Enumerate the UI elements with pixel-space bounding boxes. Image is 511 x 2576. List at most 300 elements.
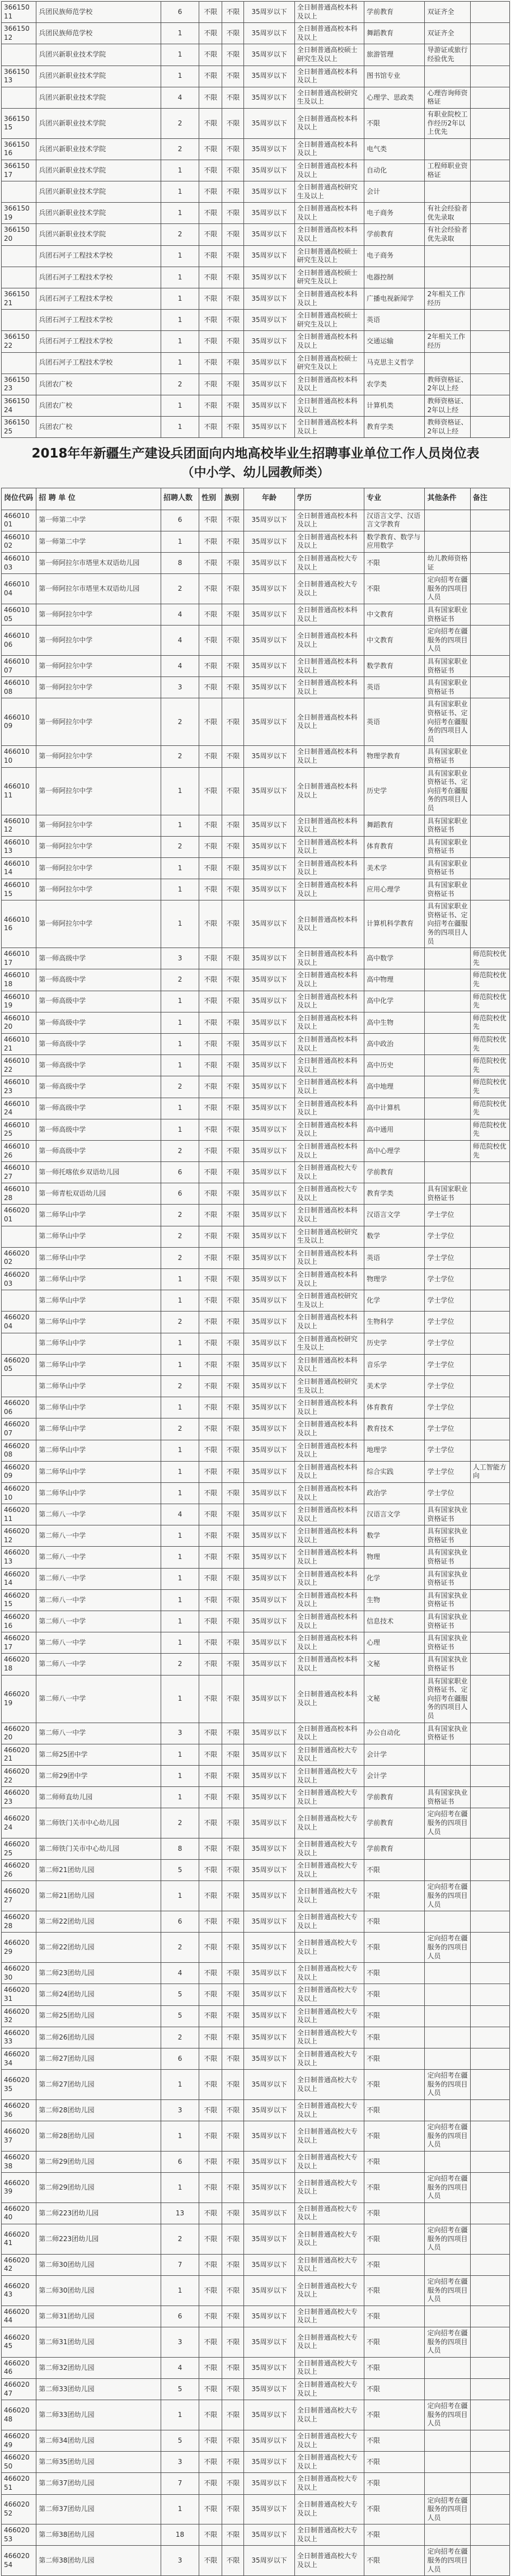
cell-other [425,2005,470,2027]
cell-count: 2 [161,836,199,857]
cell-ethnic: 不限 [222,767,244,815]
cell-code: 46602012 [2,1525,36,1547]
cell-unit: 第一师高级中学 [36,1119,161,1140]
cell-other: 具有国家职业资格证书 [425,879,470,900]
cell-count: 1 [161,66,199,87]
cell-degree: 全日制普通高校本科及以上 [294,224,364,245]
table-row [2,1808,510,1838]
cell-note [470,374,509,395]
cell-code: 36615013 [2,66,36,87]
cell-age: 35周岁以下 [244,656,294,677]
cell-unit: 兵团兴新职业技术学院 [36,44,161,66]
cell-gender: 不限 [199,2494,222,2524]
cell-other: 具有国家职业资格证书、定向招考在疆服务的四项目人员 [425,1675,470,1723]
cell-other [425,1838,470,1860]
cell-major: 数学 [364,1525,425,1547]
cell-gender: 不限 [199,108,222,138]
cell-note [470,2224,509,2255]
cell-gender: 不限 [199,815,222,836]
cell-other: 学士学位 [425,1440,470,1461]
cell-age: 35周岁以下 [244,1418,294,1440]
cell-ethnic: 不限 [222,1482,244,1504]
cell-other: 教师资格证、2年以上经 [425,395,470,416]
cell-note: 师范院校优先 [470,991,509,1012]
cell-other: 有职业院校工作经历2年以上优先 [425,108,470,138]
cell-code: 46601024 [2,1098,36,1119]
cell-gender: 不限 [199,2070,222,2100]
cell-note [470,331,509,352]
cell-code: 46602052 [2,2494,36,2524]
cell-gender: 不限 [199,1632,222,1654]
cell-unit: 第二师八一中学 [36,1504,161,1525]
table-row [2,746,510,767]
cell-major: 不限 [364,1933,425,1963]
cell-major: 高中心理学 [364,1140,425,1161]
cell-unit: 第二师22团幼儿园 [36,1911,161,1933]
cell-other: 定向招考在疆服务的四项目人员 [425,2494,470,2524]
cell-note: 师范院校优先 [470,1098,509,1119]
cell-ethnic: 不限 [222,2357,244,2378]
cell-major: 不限 [364,2173,425,2203]
cell-unit: 第二师32团幼儿园 [36,2357,161,2378]
cell-gender: 不限 [199,510,222,531]
header-major: 专业 [364,488,425,510]
cell-note [470,1525,509,1547]
cell-code: 46601025 [2,1119,36,1140]
job-table-continued [1,1,510,438]
cell-ethnic: 不限 [222,969,244,991]
cell-degree: 全日制普通高校大专及以上 [294,2151,364,2172]
cell-other: 定向招考在疆服务的四项目人员 [425,1808,470,1838]
cell-age: 35周岁以下 [244,87,294,108]
table-row [2,656,510,677]
cell-count: 1 [161,203,199,224]
cell-code: 46602017 [2,1632,36,1654]
table-row [2,604,510,626]
cell-gender: 不限 [199,1012,222,1033]
cell-major: 会计学 [364,1765,425,1786]
cell-other [425,1098,470,1119]
cell-count: 6 [161,1162,199,1183]
cell-count: 6 [161,1183,199,1205]
cell-code: 46602051 [2,2473,36,2494]
table-row [2,2306,510,2327]
cell-other [425,138,470,160]
cell-count: 1 [161,1482,199,1504]
cell-note: 师范院校优先 [470,948,509,969]
cell-code: 36615017 [2,160,36,181]
cell-ethnic: 不限 [222,2027,244,2048]
cell-gender: 不限 [199,1808,222,1838]
cell-other: 学士学位 [425,1333,470,1354]
cell-other: 具有国家职业资格证书 [425,677,470,698]
cell-gender: 不限 [199,1723,222,1744]
cell-degree: 全日制普通高校本科及以上 [294,1354,364,1375]
cell-ethnic: 不限 [222,1461,244,1482]
cell-count: 1 [161,857,199,879]
cell-note [470,1838,509,1860]
cell-unit: 第一师托喀依乡双语幼儿园 [36,1162,161,1183]
table-row [2,1568,510,1589]
cell-note [470,857,509,879]
cell-gender: 不限 [199,1375,222,1397]
cell-age: 35周岁以下 [244,1098,294,1119]
cell-gender: 不限 [199,531,222,552]
table-row [2,2048,510,2069]
cell-ethnic: 不限 [222,2452,244,2473]
cell-ethnic: 不限 [222,1183,244,1205]
cell-unit: 第一师第二中学 [36,531,161,552]
cell-major: 心理学、思政类 [364,87,425,108]
cell-degree: 全日制普通高校本科及以上 [294,1654,364,1675]
table-row [2,2173,510,2203]
cell-count: 1 [161,767,199,815]
cell-note [470,2327,509,2358]
cell-code: 46601011 [2,767,36,815]
cell-unit: 第二师铁门关市中心幼儿园 [36,1808,161,1838]
cell-major: 不限 [364,2473,425,2494]
cell-other: 工程师职业资格证 [425,160,470,181]
cell-count: 2 [161,746,199,767]
cell-gender: 不限 [199,2276,222,2306]
cell-ethnic: 不限 [222,677,244,698]
cell-age: 35周岁以下 [244,1911,294,1933]
cell-degree: 全日制普通高校大专及以上 [294,2005,364,2027]
cell-degree: 全日制普通高校大专及以上 [294,2357,364,2378]
cell-unit: 兵团民族师范学校 [36,2,161,23]
cell-ethnic: 不限 [222,1547,244,1568]
table-row [2,1654,510,1675]
cell-ethnic: 不限 [222,656,244,677]
table-row [2,245,510,267]
cell-age: 35周岁以下 [244,553,294,574]
cell-count: 18 [161,2524,199,2546]
cell-unit: 第二师华山中学 [36,1482,161,1504]
cell-code: 46602016 [2,1611,36,1632]
cell-code: 46602002 [2,1247,36,1268]
cell-note [470,1247,509,1268]
cell-other [425,2099,470,2121]
table-row [2,1525,510,1547]
cell-other: 学士学位 [425,1354,470,1375]
table-row [2,1076,510,1098]
cell-gender: 不限 [199,2430,222,2451]
cell-degree: 全日制普通高校本科及以上 [294,879,364,900]
cell-note [470,1787,509,1808]
cell-unit: 第二师八一中学 [36,1654,161,1675]
cell-count: 1 [161,1787,199,1808]
cell-note [470,2430,509,2451]
cell-ethnic: 不限 [222,1290,244,1312]
cell-count: 1 [161,417,199,438]
cell-degree: 全日制普通高校大专及以上 [294,1162,364,1183]
cell-ethnic: 不限 [222,138,244,160]
cell-unit: 兵团兴新职业技术学院 [36,138,161,160]
cell-degree: 全日制普通高校大专及以上 [294,1808,364,1838]
cell-age: 35周岁以下 [244,1860,294,1881]
cell-other: 教师资格证、2年以上经 [425,417,470,438]
cell-count: 1 [161,815,199,836]
cell-note [470,395,509,416]
cell-ethnic: 不限 [222,1012,244,1033]
cell-ethnic: 不限 [222,2173,244,2203]
cell-major: 汉语言文学 [364,1504,425,1525]
cell-code: 36615011 [2,2,36,23]
cell-count: 1 [161,1525,199,1547]
cell-age: 35周岁以下 [244,2005,294,2027]
cell-count: 6 [161,2,199,23]
cell-note [470,245,509,267]
cell-other: 有社会经验者优先录取 [425,224,470,245]
table-row [2,2357,510,2378]
cell-note [470,2306,509,2327]
cell-ethnic: 不限 [222,2005,244,2027]
table-row [2,44,510,66]
cell-major: 物理学 [364,1269,425,1290]
cell-major: 自动化 [364,160,425,181]
cell-note [470,900,509,948]
cell-note [470,2378,509,2400]
cell-note [470,87,509,108]
cell-code: 46602030 [2,1963,36,1984]
cell-code: 46602039 [2,2173,36,2203]
cell-age: 35周岁以下 [244,1354,294,1375]
cell-count: 1 [161,1675,199,1723]
cell-age: 35周岁以下 [244,1247,294,1268]
cell-age: 35周岁以下 [244,2306,294,2327]
cell-note [470,1418,509,1440]
cell-note [470,1354,509,1375]
cell-unit: 第二师223团幼儿园 [36,2224,161,2255]
cell-major: 不限 [364,2224,425,2255]
cell-other [425,2452,470,2473]
cell-major: 地理学 [364,1440,425,1461]
table-row [2,310,510,331]
cell-note [470,352,509,374]
cell-unit: 兵团石河子工程技术学校 [36,267,161,288]
cell-unit: 第二师八一中学 [36,1589,161,1611]
cell-note [470,604,509,626]
cell-degree: 全日制普通高校大专及以上 [294,1744,364,1765]
cell-age: 35周岁以下 [244,1461,294,1482]
cell-ethnic: 不限 [222,2276,244,2306]
cell-other: 具有国家执业资格证书 [425,1568,470,1589]
cell-other: 导游证或旅行经验优先 [425,44,470,66]
table-row [2,1205,510,1226]
cell-count: 2 [161,1247,199,1268]
cell-gender: 不限 [199,1744,222,1765]
cell-major: 数学教育、数学与应用数学 [364,531,425,552]
cell-age: 35周岁以下 [244,2121,294,2152]
cell-age: 35周岁以下 [244,1589,294,1611]
cell-note [470,1482,509,1504]
table-row [2,1723,510,1744]
cell-age: 35周岁以下 [244,2173,294,2203]
cell-note [470,1963,509,1984]
cell-unit: 第二师27团幼儿园 [36,2070,161,2100]
cell-ethnic: 不限 [222,1723,244,1744]
cell-note [470,1269,509,1290]
cell-age: 35周岁以下 [244,224,294,245]
header-remarks: 备注 [470,488,509,510]
cell-note [470,1162,509,1183]
table-row [2,2494,510,2524]
table-row [2,815,510,836]
cell-code: 46602006 [2,1397,36,1418]
cell-other [425,2151,470,2172]
cell-note [470,1205,509,1226]
cell-age: 35周岁以下 [244,626,294,656]
cell-gender: 不限 [199,2027,222,2048]
cell-note [470,1765,509,1786]
cell-note [470,310,509,331]
cell-gender: 不限 [199,138,222,160]
cell-note [470,108,509,138]
table-row [2,2202,510,2224]
cell-ethnic: 不限 [222,900,244,948]
table-row [2,1375,510,1397]
cell-code: 46601012 [2,815,36,836]
cell-note [470,1632,509,1654]
cell-count: 1 [161,1290,199,1312]
cell-degree: 全日制普通高校本科及以上 [294,1482,364,1504]
cell-gender: 不限 [199,656,222,677]
table-row [2,1765,510,1786]
cell-unit: 第二师38团幼儿园 [36,2524,161,2546]
cell-major: 会计 [364,181,425,203]
cell-age: 35周岁以下 [244,395,294,416]
cell-other: 具有国家职业资格证书、定向招考在疆服务的四项目人员 [425,698,470,746]
cell-major: 数学 [364,1226,425,1247]
cell-major: 旅游管理 [364,44,425,66]
cell-ethnic: 不限 [222,815,244,836]
table-row [2,352,510,374]
cell-ethnic: 不限 [222,2099,244,2121]
cell-count: 1 [161,181,199,203]
cell-unit: 第一师阿拉尔中学 [36,626,161,656]
cell-major: 学前教育 [364,1808,425,1838]
cell-other: 定向招考在疆服务的四项目人员 [425,574,470,604]
cell-degree: 全日制普通高校大专及以上 [294,1183,364,1205]
table-row [2,2099,510,2121]
cell-major: 历史学 [364,767,425,815]
cell-other [425,1963,470,1984]
table-row [2,181,510,203]
cell-age: 35周岁以下 [244,1333,294,1354]
cell-count: 5 [161,2378,199,2400]
cell-other [425,991,470,1012]
cell-degree: 全日制普通高校本科及以上 [294,948,364,969]
cell-major: 高中数学 [364,948,425,969]
cell-other [425,510,470,531]
cell-code: 46601021 [2,1033,36,1054]
cell-ethnic: 不限 [222,245,244,267]
cell-unit: 第一师阿拉尔市塔里木双语幼儿园 [36,574,161,604]
cell-major: 中文教育 [364,626,425,656]
cell-note [470,2254,509,2275]
cell-ethnic: 不限 [222,160,244,181]
cell-gender: 不限 [199,1525,222,1547]
cell-count: 1 [161,1269,199,1290]
table-row [2,417,510,438]
cell-age: 35周岁以下 [244,1183,294,1205]
cell-other: 具有国家执业资格证书 [425,1611,470,1632]
cell-major: 体育教育 [364,836,425,857]
cell-age: 35周岁以下 [244,203,294,224]
cell-degree: 全日制普通高校大专及以上 [294,2254,364,2275]
cell-unit: 第二师31团幼儿园 [36,2327,161,2358]
cell-age: 35周岁以下 [244,374,294,395]
cell-code: 46602018 [2,1654,36,1675]
cell-note [470,2473,509,2494]
cell-ethnic: 不限 [222,2121,244,2152]
cell-code: 46601014 [2,857,36,879]
cell-other [425,2524,470,2546]
cell-note [470,510,509,531]
cell-major: 不限 [364,108,425,138]
cell-degree: 全日制普通高校本科及以上 [294,1055,364,1076]
cell-major: 不限 [364,2494,425,2524]
cell-ethnic: 不限 [222,531,244,552]
table-row [2,1911,510,1933]
cell-code: 36615020 [2,224,36,245]
cell-ethnic: 不限 [222,395,244,416]
cell-unit: 第二师八一中学 [36,1632,161,1654]
cell-code: 46602049 [2,2430,36,2451]
cell-unit: 兵团民族师范学校 [36,23,161,44]
cell-count: 1 [161,1547,199,1568]
cell-degree: 全日制普通高校大专及以上 [294,1963,364,1984]
cell-code [2,1375,36,1397]
cell-unit: 第二师师直幼儿园 [36,1787,161,1808]
table-row [2,1033,510,1054]
cell-code: 46602038 [2,2151,36,2172]
cell-degree: 全日制普通高校本科及以上 [294,1012,364,1033]
cell-major: 教育技术 [364,1418,425,1440]
cell-other: 具有国家职业资格证书 [425,815,470,836]
cell-unit: 第二师33团幼儿园 [36,2400,161,2430]
cell-count: 2 [161,1808,199,1838]
cell-ethnic: 不限 [222,2430,244,2451]
cell-other [425,2430,470,2451]
cell-count: 1 [161,1354,199,1375]
cell-code [2,1226,36,1247]
cell-code: 46602009 [2,1461,36,1482]
cell-code: 46601008 [2,677,36,698]
cell-major: 汉语言文学、汉语言文学教育 [364,510,425,531]
cell-count: 3 [161,2327,199,2358]
cell-gender: 不限 [199,1076,222,1098]
cell-unit: 第一师阿拉尔中学 [36,857,161,879]
cell-unit: 兵团石河子工程技术学校 [36,352,161,374]
cell-code [2,245,36,267]
cell-other: 学士学位 [425,1205,470,1226]
cell-code: 46602023 [2,1787,36,1808]
table-row [2,1226,510,1247]
cell-age: 35周岁以下 [244,531,294,552]
cell-unit: 兵团兴新职业技术学院 [36,66,161,87]
cell-degree: 全日制普通高校研究生及以上 [294,1375,364,1397]
cell-gender: 不限 [199,395,222,416]
cell-ethnic: 不限 [222,746,244,767]
cell-degree: 全日制普通高校本科及以上 [294,1632,364,1654]
cell-note [470,2099,509,2121]
cell-ethnic: 不限 [222,1525,244,1547]
cell-major: 不限 [364,2048,425,2069]
cell-count: 2 [161,2027,199,2048]
cell-other: 定向招考在疆服务的四项目人员 [425,1881,470,1911]
cell-other [425,1860,470,1881]
